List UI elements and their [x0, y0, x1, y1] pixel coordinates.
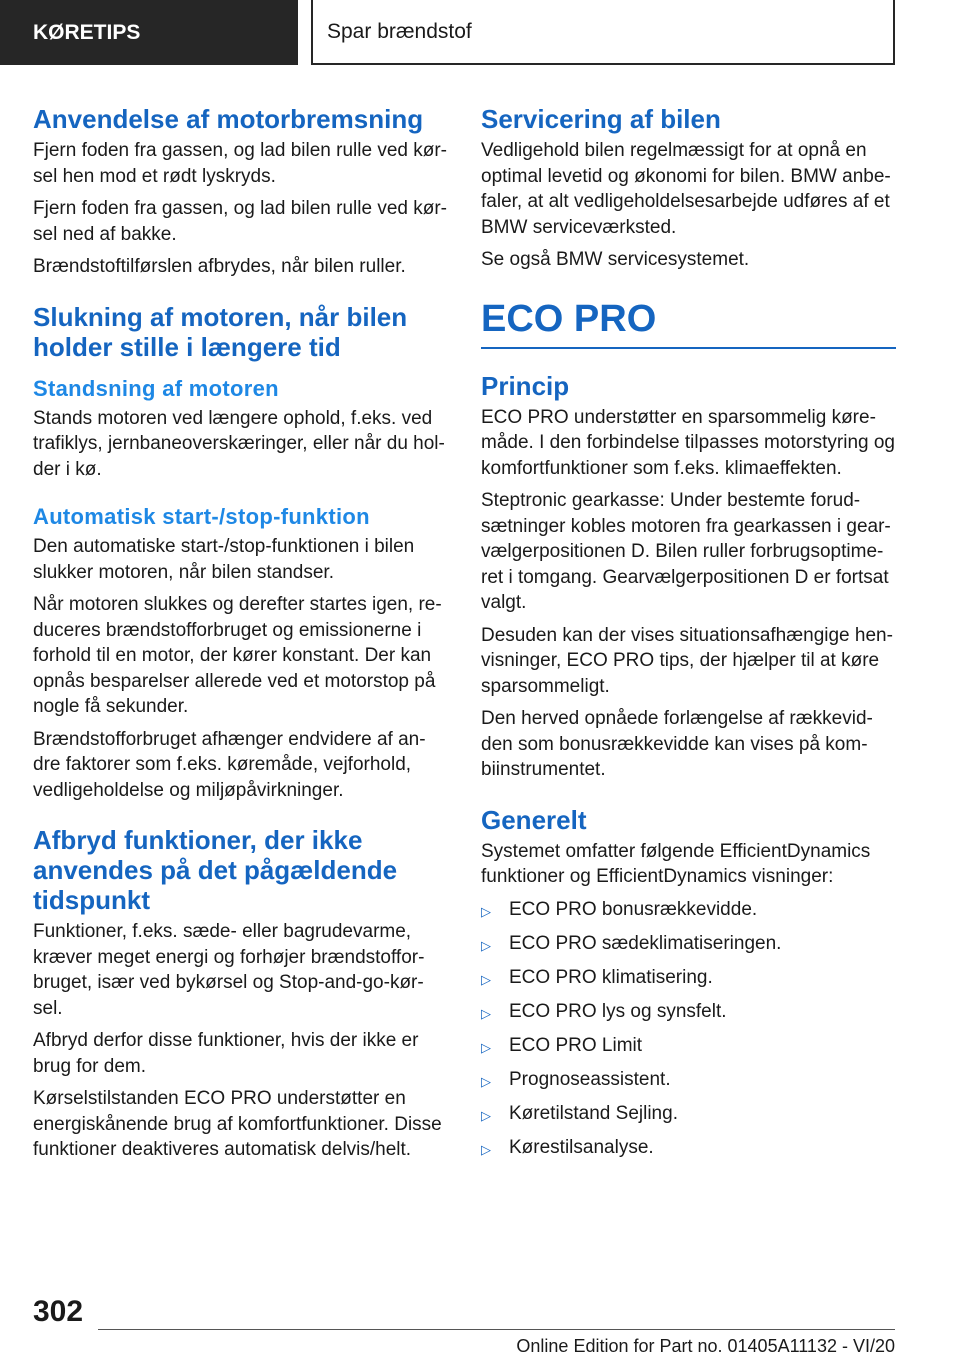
- heading-engine-shutoff: Slukning af motoren, når bilen holder stille i længere tid: [33, 301, 408, 362]
- triangle-bullet-icon: ▷: [481, 971, 491, 987]
- header-chapter-title: Spar brændstof: [327, 19, 472, 43]
- list-item-text: Køretilstand Sejling.: [509, 1102, 678, 1124]
- list-item-text: ECO PRO bonusrækkevidde.: [509, 898, 758, 920]
- triangle-bullet-icon: ▷: [481, 1141, 491, 1157]
- section-title-eco-pro: ECO PRO: [481, 297, 896, 349]
- feature-list: [481, 897, 896, 1162]
- right-column: [481, 100, 896, 1169]
- list-item-text: ECO PRO lys og synsfelt.: [509, 1000, 727, 1022]
- triangle-bullet-icon: ▷: [481, 1039, 491, 1055]
- triangle-bullet-icon: ▷: [481, 1073, 491, 1089]
- heading-vehicle-service: Servicering af bilen: [481, 104, 721, 134]
- subheading-auto-start-stop: Automatisk start-/stop-funktion: [33, 504, 370, 529]
- list-item-text: Prognoseassistent.: [509, 1068, 671, 1090]
- header-section-title: KØRETIPS: [33, 20, 141, 44]
- list-item: [481, 965, 896, 992]
- list-item: [481, 1067, 896, 1094]
- list-item: [481, 931, 896, 958]
- paragraph: Kørselstilstanden ECO PRO understøtter en energiskånende brug af komfortfunktioner. Disse funktioner deaktiveres automatisk delvis/helt.: [33, 1088, 442, 1160]
- triangle-bullet-icon: ▷: [481, 1005, 491, 1021]
- header-section-tab: [0, 0, 298, 65]
- list-item: [481, 897, 896, 924]
- list-item-text: ECO PRO Limit: [509, 1034, 643, 1056]
- paragraph: Den herved opnåede forlængelse af rækkevid-den som bonusrækkevidde kan vises på kom-biinstrumentet.: [481, 708, 873, 780]
- paragraph: Afbryd derfor disse funktioner, hvis der ikke er brug for dem.: [33, 1030, 419, 1077]
- paragraph: ECO PRO understøtter en sparsommelig køre-måde. I den forbindelse tilpasses motorstyring og komfortfunktioner som f.eks. klimaeffekten.: [481, 406, 895, 479]
- paragraph: Systemet omfatter følgende EfficientDynamics funktioner og EfficientDynamics visninger:: [481, 840, 871, 887]
- footer-edition-text: Online Edition for Part no. 01405A11132 - VI/20: [516, 1336, 895, 1356]
- paragraph: Desuden kan der vises situationsafhængige hen-visninger, ECO PRO tips, der hjælper til at køre sparsommeligt.: [481, 624, 893, 697]
- heading-switch-off-functions: Afbryd funktioner, der ikke anvendes på det pågældende tidspunkt: [33, 825, 398, 915]
- list-item-text: ECO PRO klimatisering.: [509, 966, 713, 988]
- heading-general: Generelt: [481, 804, 587, 835]
- paragraph: Når motoren slukkes og derefter startes igen, re-duceres brændstofforbruget og emissionerne i forhold til en motor, der kører konstant. Der kan opnås besparelser allerede ved et motorstop på nogle få sekunder.: [33, 594, 442, 717]
- paragraph: Se også BMW servicesystemet.: [481, 249, 750, 270]
- paragraph: Brændstoftilførslen afbrydes, når bilen ruller.: [33, 256, 406, 277]
- page-number: 302: [33, 1295, 84, 1328]
- paragraph: Fjern foden fra gassen, og lad bilen rulle ved kør-sel hen mod et rødt lyskryds.: [33, 140, 447, 187]
- paragraph: Stands motoren ved længere ophold, f.eks. ved trafiklys, jernbaneoverskæringer, eller når du hol-der i kø.: [33, 407, 445, 480]
- heading-engine-braking: Anvendelse af motorbremsning: [33, 104, 424, 134]
- header-chapter-box: [311, 0, 895, 65]
- paragraph: Vedligehold bilen regelmæssigt for at opnå en optimal levetid og økonomi for bilen. BMW anbe-faler, at alt vedligeholdelsesarbejde udføres af et BMW serviceværksted.: [481, 140, 891, 238]
- paragraph: Fjern foden fra gassen, og lad bilen rulle ved kør-sel ned af bakke.: [33, 198, 447, 245]
- paragraph: Steptronic gearkasse: Under bestemte forud-sætninger kobles motoren fra gearkassen i gear-vælgerpositionen D. Bilen ruller forbrugsoptime-ret i tomgang. Gearvælgerpositionen D er fortsat valgt.: [481, 490, 891, 613]
- triangle-bullet-icon: ▷: [481, 937, 491, 953]
- left-column: [33, 100, 448, 1170]
- triangle-bullet-icon: ▷: [481, 1107, 491, 1123]
- list-item: [481, 1101, 896, 1128]
- paragraph: Funktioner, f.eks. sæde- eller bagrudevarme, kræver meget energi og forhøjer brændstoffor-bruget, især ved bykørsel og Stop-and-go-kør-sel.: [33, 921, 425, 1019]
- list-item: [481, 1033, 896, 1060]
- list-item-text: ECO PRO sædeklimatiseringen.: [509, 932, 782, 954]
- footer-divider: [98, 1329, 895, 1330]
- paragraph: Brændstofforbruget afhænger endvidere af an-dre faktorer som f.eks. køremåde, vejforhold, vedligeholdelse og miljøpåvirkninger.: [33, 728, 426, 801]
- triangle-bullet-icon: ▷: [481, 903, 491, 919]
- list-item: [481, 1135, 896, 1162]
- paragraph: Den automatiske start-/stop-funktionen i bilen slukker motoren, når bilen standser.: [33, 536, 415, 583]
- subheading-stopping-engine: Standsning af motoren: [33, 375, 279, 401]
- list-item-text: Kørestilsanalyse.: [509, 1136, 654, 1158]
- list-item: [481, 999, 896, 1026]
- heading-principle: Princip: [481, 370, 570, 401]
